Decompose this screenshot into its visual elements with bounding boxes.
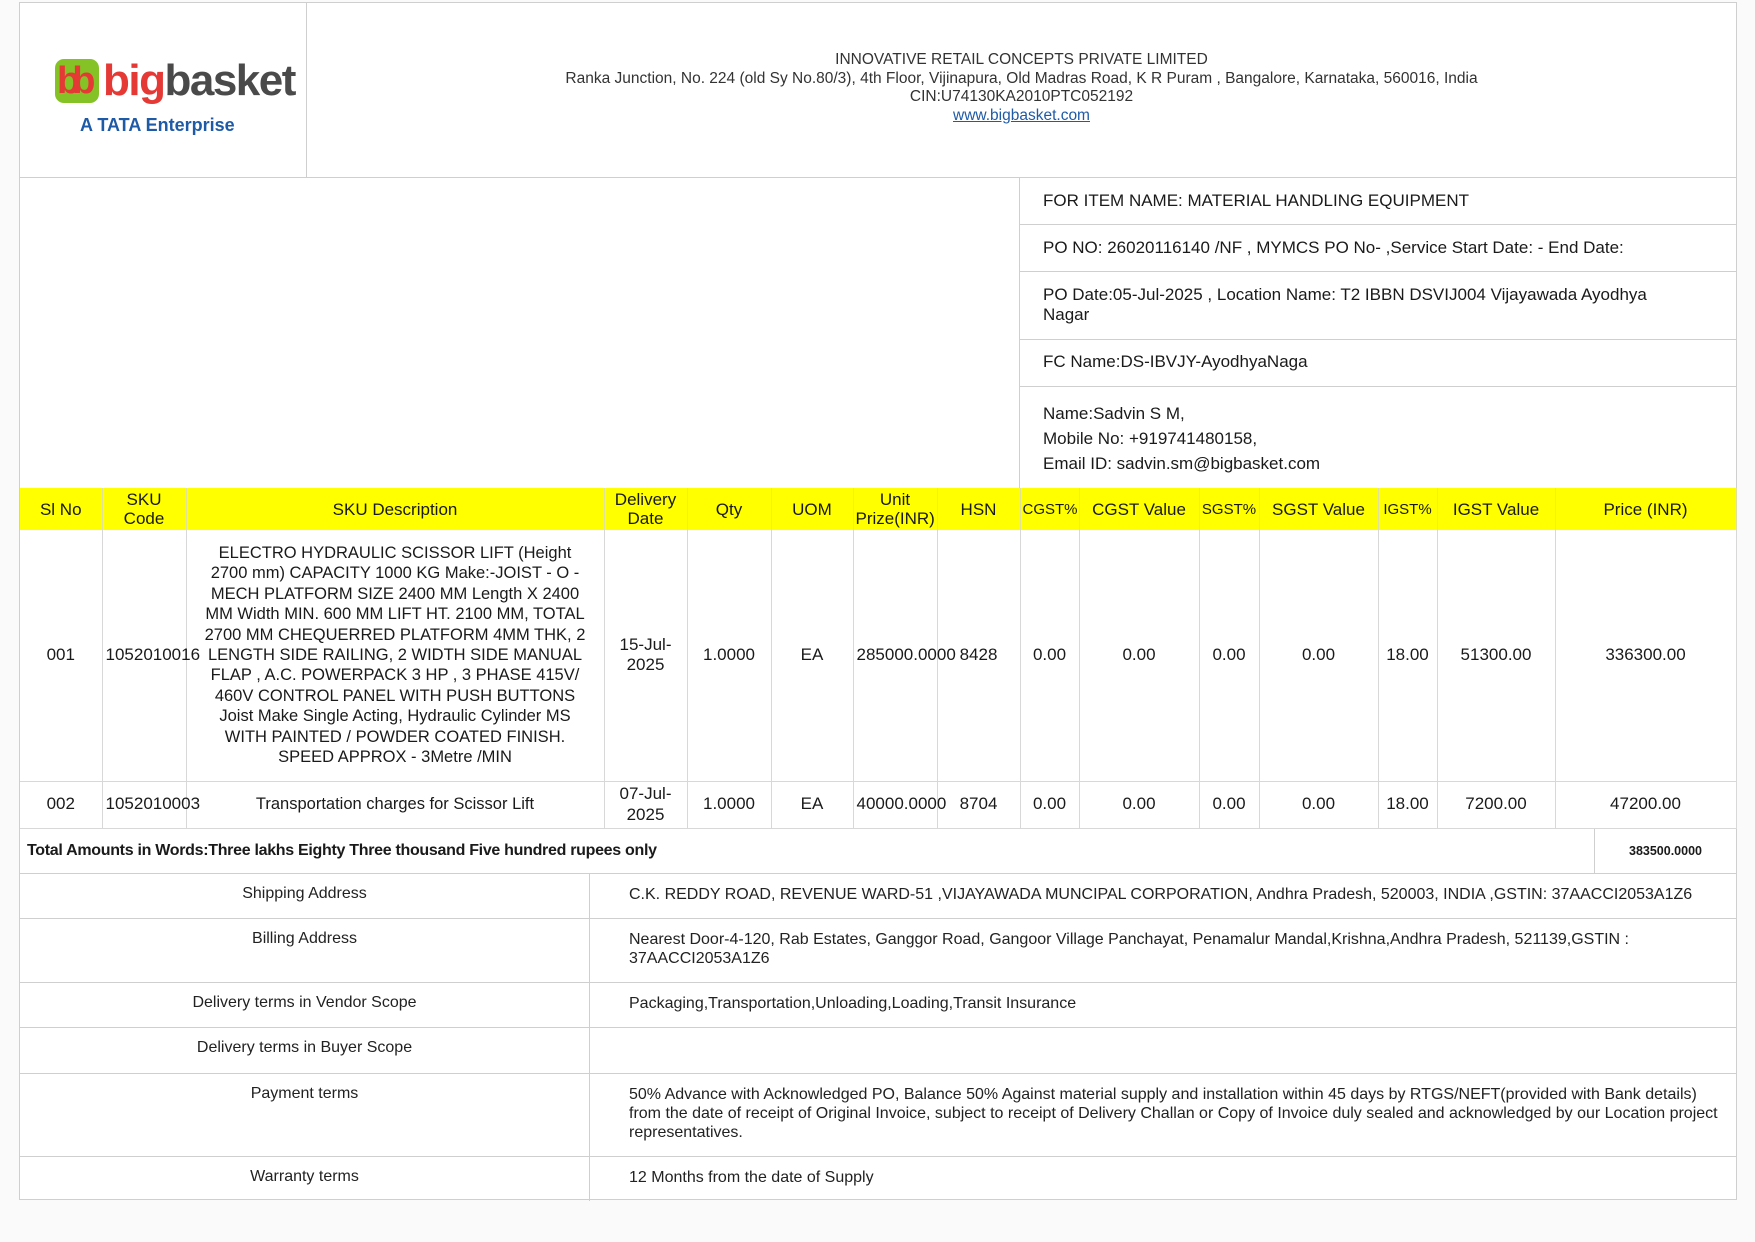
po-date-location: PO Date:05-Jul-2025 , Location Name: T2 IBBN DSVIJ004 Vijayawada Ayodhya Nagar: [1020, 272, 1737, 340]
col-sku-description: SKU Description: [186, 488, 604, 530]
total-row: [20, 829, 1736, 874]
po-number: PO NO: 26020116140 /NF , MYMCS PO No- ,Service Start Date: - End Date:: [1020, 225, 1737, 272]
payment-terms-row: [20, 1074, 1736, 1157]
cell-sku-description: Transportation charges for Scissor Lift: [186, 781, 604, 828]
cell-price: 336300.00: [1555, 530, 1736, 781]
table-row: [20, 781, 1736, 828]
buyer-scope-label: Delivery terms in Buyer Scope: [20, 1028, 590, 1073]
fc-name: FC Name:DS-IBVJY-AyodhyaNaga: [1020, 340, 1737, 387]
website-link[interactable]: www.bigbasket.com: [953, 106, 1090, 124]
company-cin: CIN:U74130KA2010PTC052192: [909, 88, 1134, 105]
payment-terms-label: Payment terms: [20, 1074, 590, 1156]
total-amount: 383500.0000: [1594, 829, 1736, 874]
vendor-scope-row: [20, 983, 1736, 1028]
billing-address-row: [20, 919, 1736, 983]
vendor-scope-value: Packaging,Transportation,Unloading,Loading,Transit Insurance: [629, 995, 1077, 1012]
cell-hsn: 8428: [937, 530, 1020, 781]
billing-address-value: Nearest Door-4-120, Rab Estates, Ganggor Road, Gangoor Village Panchayat, Penamalur Mandal,Krishna,Andhra Pradesh, 521139,GSTIN : 37AACCI2053A1Z6: [629, 931, 1629, 967]
company-address: Ranka Junction, No. 224 (old Sy No.80/3), 4th Floor, Vijinapura, Old Madras Road, K R Puram , Bangalore, Karnataka, 560016, India: [565, 69, 1478, 87]
cell-igst-value: 7200.00: [1437, 781, 1555, 828]
cell-unit-price: 40000.0000: [853, 781, 937, 828]
cell-cgst-pct: 0.00: [1020, 781, 1079, 828]
cell-igst-value: 51300.00: [1437, 530, 1555, 781]
contact-details: [1020, 387, 1737, 488]
billing-address-label: Billing Address: [20, 919, 590, 982]
payment-terms-value: 50% Advance with Acknowledged PO, Balance 50% Against material supply and installation within 45 days by RTGS/NEFT(provided with Bank details) from the date of receipt of Original Invoice, subject to receipt of Delivery Challan or Copy of Invoice duly sealed and acknowledged by our Location project representatives.: [629, 1086, 1718, 1141]
warranty-terms-row: [20, 1157, 1736, 1201]
vendor-scope-label: Delivery terms in Vendor Scope: [20, 983, 590, 1027]
table-header-row: [20, 488, 1736, 530]
company-name: INNOVATIVE RETAIL CONCEPTS PRIVATE LIMITED: [835, 51, 1208, 68]
cell-sku-code: 1052010003: [102, 781, 186, 828]
col-sgst-pct: SGST%: [1199, 488, 1259, 530]
cell-sl-no: 001: [20, 530, 102, 781]
cell-sgst-value: 0.00: [1259, 530, 1378, 781]
col-uom: UOM: [771, 488, 853, 530]
cell-hsn: 8704: [937, 781, 1020, 828]
col-qty: Qty: [687, 488, 771, 530]
shipping-address-label: Shipping Address: [20, 874, 590, 918]
po-info-area: [20, 178, 1736, 488]
col-cgst-pct: CGST%: [1020, 488, 1079, 530]
cell-cgst-pct: 0.00: [1020, 530, 1079, 781]
col-delivery-date: Delivery Date: [604, 488, 687, 530]
table-row: [20, 530, 1736, 781]
col-cgst-value: CGST Value: [1079, 488, 1199, 530]
items-table: [20, 488, 1737, 829]
cell-delivery-date: 07-Jul-2025: [604, 781, 687, 828]
cell-cgst-value: 0.00: [1079, 781, 1199, 828]
cell-sgst-pct: 0.00: [1199, 530, 1259, 781]
document-header: [20, 3, 1736, 178]
warranty-terms-value: 12 Months from the date of Supply: [629, 1169, 874, 1186]
buyer-scope-row: [20, 1028, 1736, 1074]
col-sgst-value: SGST Value: [1259, 488, 1378, 530]
col-sku-code: SKU Code: [102, 488, 186, 530]
col-unit-price: Unit Prize(INR): [853, 488, 937, 530]
cell-igst-pct: 18.00: [1378, 530, 1437, 781]
cell-sl-no: 002: [20, 781, 102, 828]
col-price: Price (INR): [1555, 488, 1736, 530]
item-name: FOR ITEM NAME: MATERIAL HANDLING EQUIPMENT: [1020, 178, 1737, 225]
bb-logo-mark: bb: [55, 59, 99, 103]
logo-tagline: A TATA Enterprise: [80, 115, 235, 135]
warranty-terms-label: Warranty terms: [20, 1157, 590, 1201]
bigbasket-logo: [20, 3, 307, 178]
col-igst-pct: IGST%: [1378, 488, 1437, 530]
contact-email: Email ID: sadvin.sm@bigbasket.com: [1043, 454, 1321, 473]
contact-name: Name:Sadvin S M,: [1043, 404, 1185, 423]
cell-igst-pct: 18.00: [1378, 781, 1437, 828]
total-amount-words: Total Amounts in Words:Three lakhs Eighty Three thousand Five hundred rupees only: [27, 842, 657, 859]
cell-price: 47200.00: [1555, 781, 1736, 828]
po-info-panel: [1019, 178, 1736, 488]
cell-unit-price: 285000.0000: [853, 530, 937, 781]
cell-sku-code: 1052010016: [102, 530, 186, 781]
purchase-order-document: [19, 2, 1737, 1200]
company-info: [307, 51, 1736, 125]
contact-mobile: Mobile No: +919741480158,: [1043, 429, 1258, 448]
cell-qty: 1.0000: [687, 530, 771, 781]
cell-sku-description: ELECTRO HYDRAULIC SCISSOR LIFT (Height 2700 mm) CAPACITY 1000 KG Make:-JOIST - O - MECH PLATFORM SIZE 2400 MM Length X 2400 MM Width MIN. 600 MM LIFT HT. 2100 MM, TOTAL 2700 MM CHEQUERRED PLATFORM 4MM THK, 2 LENGTH SIDE RAILING, 2 WIDTH SIDE MANUAL FLAP , A.C. POWERPACK 3 HP , 3 PHASE 415V/ 460V CONTROL PANEL WITH PUSH BUTTONS Joist Make Single Acting, Hydraulic Cylinder MS WITH PAINTED / POWDER COATED FINISH. SPEED APPROX - 3Metre /MIN: [186, 530, 604, 781]
col-igst-value: IGST Value: [1437, 488, 1555, 530]
cell-cgst-value: 0.00: [1079, 530, 1199, 781]
logo-wordmark: bigbasket: [103, 56, 295, 105]
col-sl-no: Sl No: [20, 488, 102, 530]
cell-qty: 1.0000: [687, 781, 771, 828]
cell-sgst-value: 0.00: [1259, 781, 1378, 828]
cell-uom: EA: [771, 530, 853, 781]
cell-uom: EA: [771, 781, 853, 828]
cell-sgst-pct: 0.00: [1199, 781, 1259, 828]
cell-delivery-date: 15-Jul-2025: [604, 530, 687, 781]
shipping-address-row: [20, 874, 1736, 919]
shipping-address-value: C.K. REDDY ROAD, REVENUE WARD-51 ,VIJAYAWADA MUNCIPAL CORPORATION, Andhra Pradesh, 520003, INDIA ,GSTIN: 37AACCI2053A1Z6: [629, 886, 1693, 903]
col-hsn: HSN: [937, 488, 1020, 530]
